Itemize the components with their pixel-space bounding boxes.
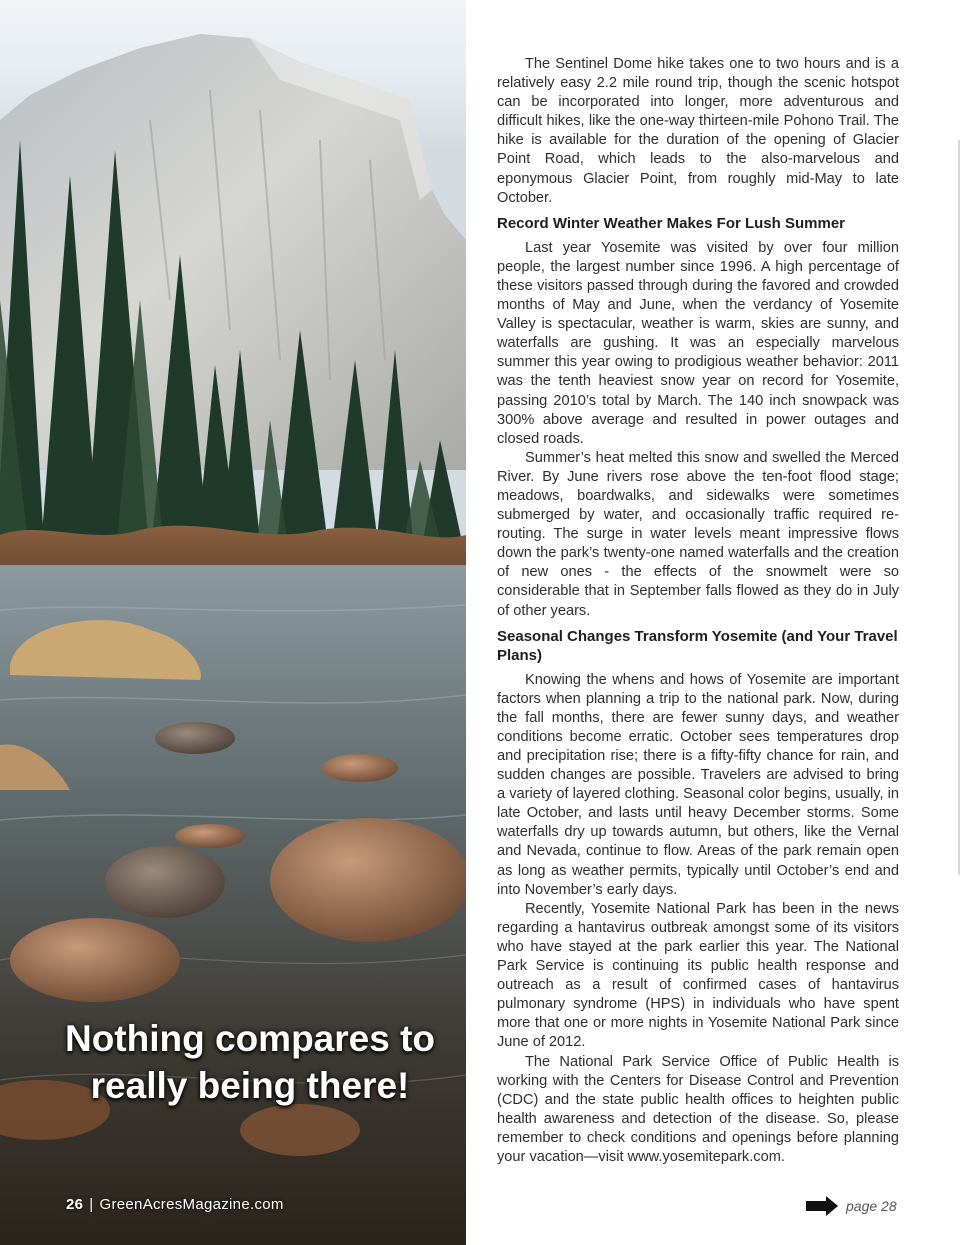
continue-to-page[interactable] xyxy=(806,1195,901,1217)
seasonal-paragraph-3: The National Park Service Office of Public Health is working with the Centers for Disease Control and Prevention (CDC) and the state public health offices to heighten public health awareness and detection of the disease. So, please remember to check conditions and openings before planning your vacation—visit www.yosemitepark.com. xyxy=(497,1053,899,1165)
seasonal-paragraph-2: Recently, Yosemite National Park has been in the news regarding a hantavirus outbreak amongst some of its visitors who have stayed at the park earlier this year. The National Park Service is continuing its public health response and outreach as a result of confirmed cases of hantavirus pulmonary syndrome (HPS) in individuals who have spent more that one or more nights in Yosemite National Park since June of 2012. xyxy=(497,900,899,1051)
section-heading-weather: Record Winter Weather Makes For Lush Summer xyxy=(497,214,846,232)
weather-paragraph-2: Summer’s heat melted this snow and swelled the Merced River. By June rivers rose above the ten-foot flood stage; meadows, boardwalks, and sidewalks were sometimes submerged by water, and occasionally traffic required re-routing. The surge in water levels meant impressive flows down the park’s twenty-one named waterfalls and the creation of new ones - the effects of the snowmelt were so considerable that in September falls flowed as they do in July of other years. xyxy=(497,449,899,619)
el-capitan-river-photo xyxy=(0,0,466,1245)
right-arrow-icon xyxy=(806,1196,838,1216)
article-column xyxy=(497,55,899,1167)
caption-line-2: really being there! xyxy=(90,1065,410,1106)
photo-caption xyxy=(30,1015,466,1109)
river-rock xyxy=(322,754,398,782)
river-rock xyxy=(270,818,466,942)
page-number: 26 xyxy=(66,1196,84,1213)
river-rock xyxy=(175,824,245,848)
page-footer xyxy=(66,1196,284,1213)
seasonal-paragraph-1: Knowing the whens and hows of Yosemite are important factors when planning a trip to the national park. Now, during the fall months, there are fewer sunny days, and weather conditions become erratic. October sees temperatures drop and precipitation rise; there is a fifty-fifty chance for rain, and sudden changes are possible. Travelers are advised to bring a variety of layered clothing. Seasonal color begins, usually, in late October, and lasts until heavy December storms. Some waterfalls dry up towards autumn, but others, like the Vernal and Nevada, continue to flow. Areas of the park remain open as long as weather permits, typically until October’s end and into November’s early days. xyxy=(497,671,899,898)
site-link[interactable]: GreenAcresMagazine.com xyxy=(99,1196,284,1213)
section-heading-seasonal: Seasonal Changes Transform Yosemite (and Your Travel Plans) xyxy=(497,627,898,664)
river-rock xyxy=(155,722,235,754)
footer-separator: | xyxy=(89,1196,94,1213)
caption-line-1: Nothing compares to xyxy=(64,1018,436,1059)
intro-paragraph: The Sentinel Dome hike takes one to two hours and is a relatively easy 2.2 mile round trip, though the scenic hotspot can be incorporated into longer, more adventurous and difficult hikes, like the one-way thirteen-mile Pohono Trail. The hike is available for the duration of the opening of Glacier Point Road, which leads to the also-marvelous and eponymous Glacier Point, from roughly mid-May to late October. xyxy=(497,56,899,206)
river-rock xyxy=(105,846,225,918)
continue-label: page 28 xyxy=(846,1198,897,1214)
weather-paragraph-1: Last year Yosemite was visited by over four million people, the largest number since 1996. A high percentage of these visitors passed through during the favored and crowded months of May and June, when the verdancy of Yosemite Valley is spectacular, weather is warm, skies are sunny, and waterfalls are gushing. It was an especially marvelous summer this year owing to prodigious weather behavior: 2011 was the tenth heaviest snow year on record for Yosemite, passing 2010’s total by March. The 140 inch snowpack was 300% above average and resulted in power outages and closed roads. xyxy=(497,239,899,447)
river-rock xyxy=(10,918,180,1002)
